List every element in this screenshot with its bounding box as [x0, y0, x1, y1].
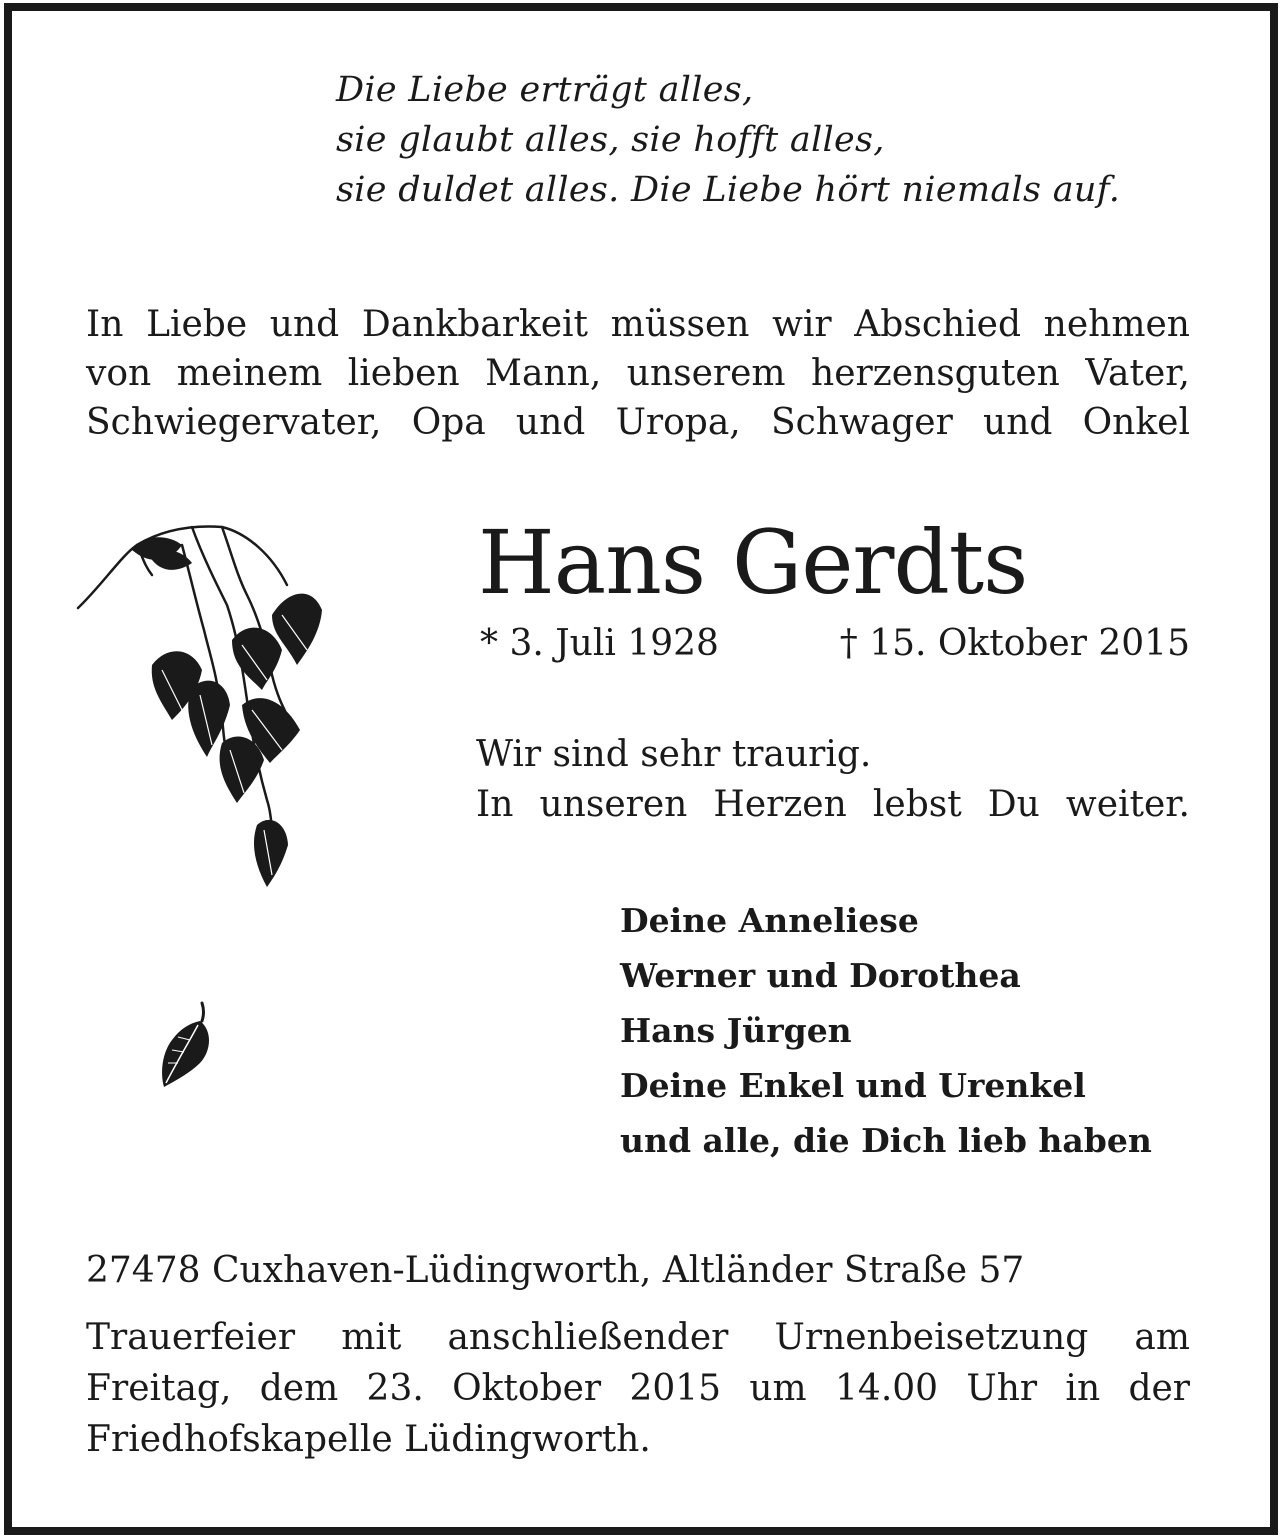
birth-date: * 3. Juli 1928 — [480, 623, 719, 664]
sorrow-text — [476, 730, 1190, 830]
intro-line: von meinem lieben Mann, unserem herzensguten Vater, — [86, 353, 1190, 394]
falling-leaf-icon — [150, 995, 230, 1095]
motto-line: Die Liebe erträgt alles, — [336, 70, 754, 110]
intro-text — [86, 300, 1190, 447]
sorrow-line: Wir sind sehr traurig. — [476, 734, 872, 775]
mourner-line: Hans Jürgen — [620, 1011, 852, 1050]
mourner-line: Deine Enkel und Urenkel — [620, 1066, 1086, 1105]
motto-verse — [336, 65, 1120, 215]
service-line: Freitag, dem 23. Oktober 2015 um 14.00 Uhr in der — [86, 1368, 1190, 1409]
mourners-list — [620, 893, 1152, 1168]
intro-line: In Liebe und Dankbarkeit müssen wir Abschied nehmen — [86, 304, 1190, 345]
funeral-service-info — [86, 1312, 1190, 1465]
sorrow-line: In unseren Herzen lebst Du weiter. — [476, 784, 1190, 825]
life-dates — [480, 620, 1190, 668]
mourner-line: und alle, die Dich lieb haben — [620, 1121, 1152, 1160]
birch-branch-icon — [72, 515, 342, 895]
mourner-line: Werner und Dorothea — [620, 956, 1021, 995]
intro-line: Schwiegervater, Opa und Uropa, Schwager und Onkel — [86, 402, 1190, 443]
death-date: † 15. Oktober 2015 — [839, 623, 1190, 664]
mourner-line: Deine Anneliese — [620, 901, 919, 940]
motto-line: sie duldet alles. Die Liebe hört niemals auf. — [336, 170, 1121, 210]
deceased-name: Hans Gerdts — [478, 511, 1028, 614]
service-line: Friedhofskapelle Lüdingworth. — [86, 1419, 651, 1460]
service-line: Trauerfeier mit anschließender Urnenbeisetzung am — [86, 1317, 1190, 1358]
family-address: 27478 Cuxhaven-Lüdingworth, Altländer Straße 57 — [86, 1250, 1025, 1291]
motto-line: sie glaubt alles, sie hofft alles, — [336, 120, 885, 160]
